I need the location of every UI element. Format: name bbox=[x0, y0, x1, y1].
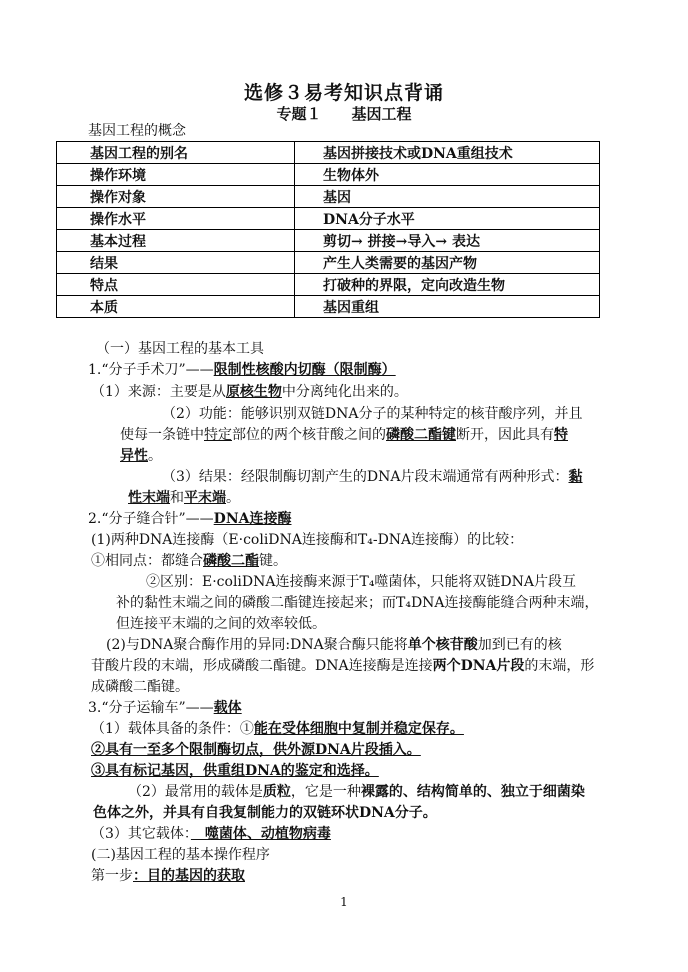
highlight-term: 磷酸二酯 bbox=[203, 553, 259, 569]
highlight-term: ：目的基因的获取 bbox=[133, 868, 245, 884]
table-key: 基本过程 bbox=[57, 230, 295, 252]
paragraph-line: 2.“分子缝合针”——DNA连接酶 bbox=[88, 511, 292, 527]
highlight-term: 平末端 bbox=[184, 490, 226, 506]
paragraph-line: （2）最常用的载体是质粒，它是一种裸露的、结构简单的、独立于细菌染 bbox=[128, 784, 585, 800]
highlight-term: 特 bbox=[554, 427, 568, 443]
table-value: 剪切→ 拼接→导入→ 表达 bbox=[295, 230, 600, 252]
highlight-term: 异性 bbox=[120, 448, 148, 464]
paragraph-line: 但连接平末端的之间的效率较低。 bbox=[116, 616, 326, 632]
page-number: 1 bbox=[340, 895, 348, 909]
paragraph-line: ②具有一至多个限制酶切点，供外源DNA片段插入。 bbox=[91, 742, 421, 758]
table-key: 操作水平 bbox=[57, 208, 295, 230]
table-row bbox=[57, 252, 600, 274]
highlight-term: 磷酸二酯键 bbox=[386, 427, 456, 443]
table-value: 基因 bbox=[295, 186, 600, 208]
table-value: DNA分子水平 bbox=[295, 208, 600, 230]
paragraph-line: 性末端和平末端。 bbox=[128, 490, 240, 506]
table-row bbox=[57, 274, 600, 296]
highlight-term: 载体 bbox=[213, 700, 242, 716]
table-row bbox=[57, 230, 600, 252]
paragraph-line: （3）结果：经限制酶切割产生的DNA片段末端通常有两种形式：黏 bbox=[162, 469, 583, 485]
paragraph-line: （1）来源：主要是从原核生物中分离纯化出来的。 bbox=[91, 384, 408, 400]
highlight-term: 黏 bbox=[568, 469, 583, 485]
paragraph-line: 第一步：目的基因的获取 bbox=[91, 868, 245, 884]
table-key: 结果 bbox=[57, 252, 295, 274]
section-heading-procedure: (二)基因工程的基本操作程序 bbox=[91, 847, 270, 863]
document-subtitle: 专题１ 基因工程 bbox=[276, 105, 412, 123]
paragraph-line: （2）功能：能够识别双链DNA分子的某种特定的核苷酸序列，并且 bbox=[162, 406, 583, 422]
table-value: 产生人类需要的基因产物 bbox=[295, 252, 600, 274]
paragraph-line: (2)与DNA聚合酶作用的异同:DNA聚合酶只能将单个核苷酸加到已有的核 bbox=[106, 637, 562, 653]
paragraph-line: ②区别：E·coliDNA连接酶来源于T₄噬菌体，只能将双链DNA片段互 bbox=[146, 574, 577, 590]
paragraph-line: 补的黏性末端之间的磷酸二酯键连接起来；而T₄DNA连接酶能缝合两种末端， bbox=[116, 595, 599, 611]
table-row bbox=[57, 208, 600, 230]
table-key: 本质 bbox=[57, 296, 295, 318]
highlight-term: 单个核苷酸 bbox=[407, 637, 478, 653]
paragraph-line: （1）载体具备的条件：①能在受体细胞中复制并稳定保存。 bbox=[91, 721, 464, 737]
table-value: 生物体外 bbox=[295, 164, 600, 186]
table-value: 基因拼接技术或DNA重组技术 bbox=[295, 142, 600, 164]
table-row bbox=[57, 186, 600, 208]
paragraph-line: 1.“分子手术刀”——限制性核酸内切酶（限制酶） bbox=[88, 362, 396, 378]
highlight-term: 裸露的、结构简单的、独立于细菌染 bbox=[360, 784, 585, 800]
table-key: 操作环境 bbox=[57, 164, 295, 186]
paragraph-line: ①相同点：都缝合磷酸二酯键。 bbox=[91, 553, 287, 569]
concept-table bbox=[56, 141, 600, 318]
paragraph-line: 成磷酸二酯键。 bbox=[91, 679, 189, 695]
highlight-term: 两个DNA片段 bbox=[432, 658, 525, 674]
highlight-term: 噬菌体、动植物病毒 bbox=[190, 826, 331, 842]
section-heading-tools: （一）基因工程的基本工具 bbox=[96, 341, 264, 357]
table-key: 操作对象 bbox=[57, 186, 295, 208]
highlight-term: 质粒 bbox=[262, 784, 291, 800]
table-row bbox=[57, 296, 600, 318]
highlight-term: 性末端 bbox=[128, 490, 170, 506]
table-row bbox=[57, 142, 600, 164]
paragraph-line: 色体之外，并具有自我复制能力的双链环状DNA分子。 bbox=[93, 805, 437, 821]
paragraph-line: （3）其它载体： 噬菌体、动植物病毒 bbox=[91, 826, 331, 842]
highlight-term: DNA连接酶 bbox=[213, 511, 292, 527]
highlight-term: 特定 bbox=[204, 427, 232, 443]
paragraph-line: 异性。 bbox=[120, 448, 162, 464]
table-key: 基因工程的别名 bbox=[57, 142, 295, 164]
table-value: 打破种的界限，定向改造生物 bbox=[295, 274, 600, 296]
paragraph-line: 使每一条链中特定部位的两个核苷酸之间的磷酸二酯键断开，因此具有特 bbox=[120, 427, 568, 443]
table-caption: 基因工程的概念 bbox=[88, 123, 186, 139]
table-value: 基因重组 bbox=[295, 296, 600, 318]
table-key: 特点 bbox=[57, 274, 295, 296]
paragraph-line: ③具有标记基因，供重组DNA的鉴定和选择。 bbox=[91, 763, 379, 779]
highlight-term: 能在受体细胞中复制并稳定保存。 bbox=[253, 721, 464, 737]
paragraph-line: (1)两种DNA连接酶（E·coliDNA连接酶和T₄-DNA连接酶）的比较： bbox=[91, 532, 524, 548]
paragraph-line: 3.“分子运输车”——载体 bbox=[88, 700, 242, 716]
highlight-term: 原核生物 bbox=[225, 384, 282, 400]
paragraph-line: 苷酸片段的末端，形成磷酸二酯键。DNA连接酶是连接两个DNA片段的末端，形 bbox=[91, 658, 595, 674]
highlight-term: 限制性核酸内切酶（限制酶） bbox=[213, 362, 396, 378]
table-row bbox=[57, 164, 600, 186]
document-title: 选修３易考知识点背诵 bbox=[243, 82, 444, 104]
